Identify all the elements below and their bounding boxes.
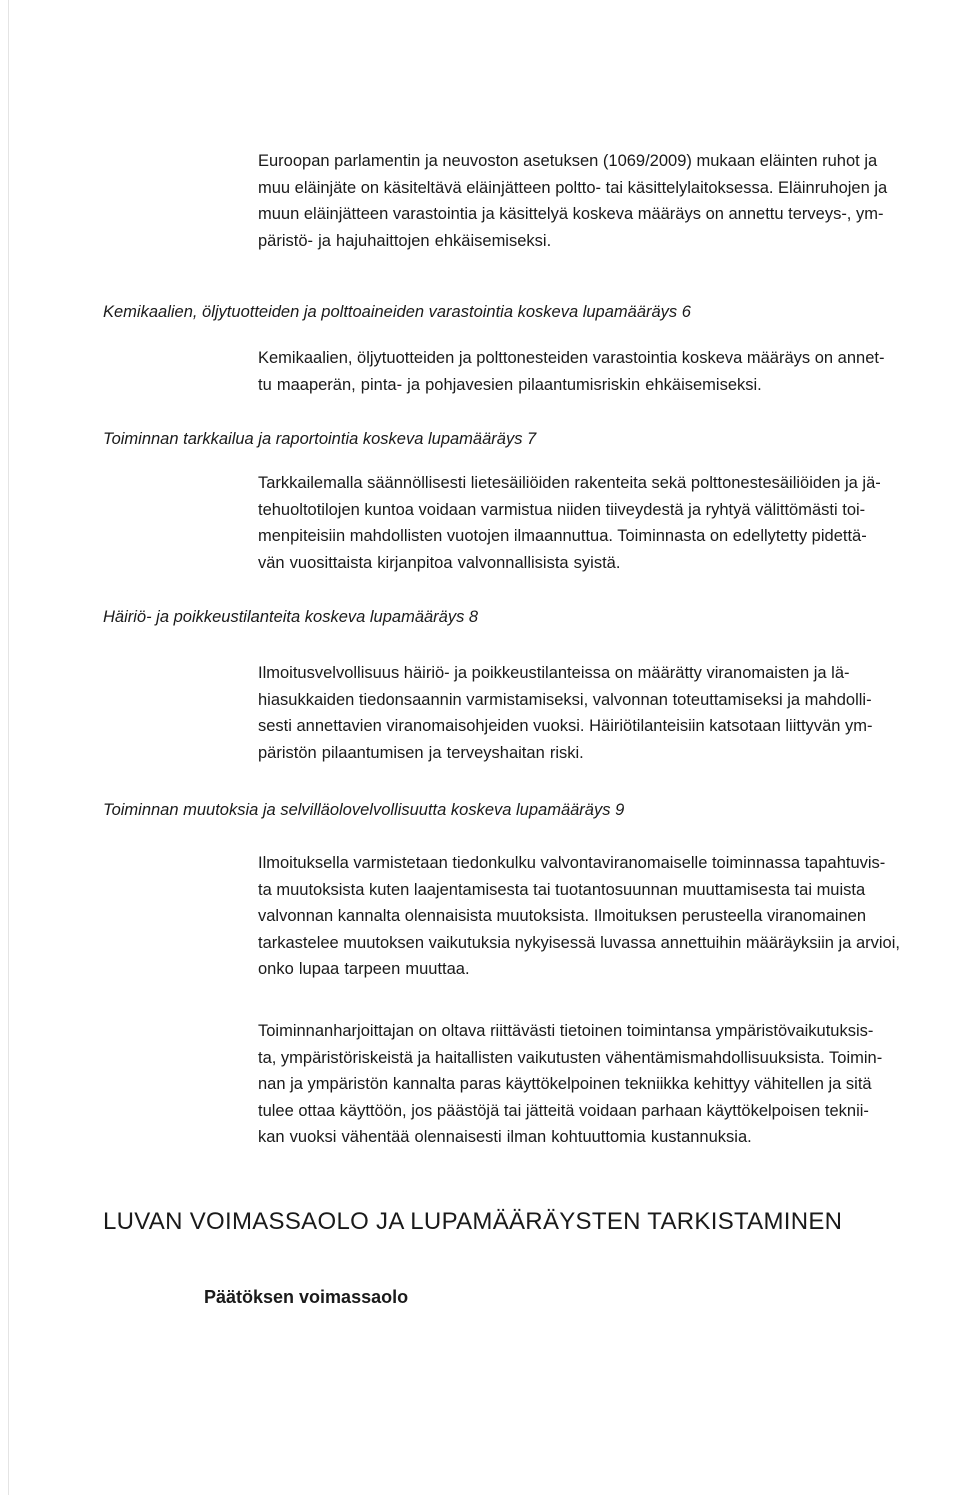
intro-paragraph	[258, 148, 958, 254]
text-line: tarkastelee muutoksen vaikutuksia nykyisessä luvassa annettuihin määräyksiin ja arvioi,	[258, 933, 900, 952]
scan-edge-line	[8, 0, 9, 1495]
text-line: päristö- ja hajuhaittojen ehkäisemiseksi.	[258, 231, 552, 250]
text-line: hiasukkaiden tiedonsaannin varmistamiseksi, valvonnan toteuttamiseksi ja mahdolli-	[258, 690, 872, 709]
text-line: tu maaperän, pinta- ja pohjavesien pilaantumisriskin ehkäisemiseksi.	[258, 375, 762, 394]
text-line: muun eläinjätteen varastointia ja käsittelyä koskeva määräys on annettu terveys-, ym-	[258, 205, 884, 223]
text-line: Ilmoitusvelvollisuus häiriö- ja poikkeustilanteissa on määrätty viranomaisten ja lä-	[258, 664, 850, 682]
text-line: vän vuosittaista kirjanpitoa valvonnallisista syistä.	[258, 553, 621, 572]
section-paragraph	[258, 1018, 958, 1151]
section-heading-lupamaarays-7: Toiminnan tarkkailua ja raportointia koskeva lupamääräys 7	[103, 430, 537, 448]
text-line: sesti annettavien viranomaisohjeiden vuoksi. Häiriötilanteisiin katsotaan liittyvän ym-	[258, 717, 873, 735]
section-heading-lupamaarays-8: Häiriö- ja poikkeustilanteita koskeva lupamääräys 8	[103, 608, 479, 626]
text-line: kan vuoksi vähentää olennaisesti ilman kohtuuttomia kustannuksia.	[258, 1128, 752, 1146]
text-line: Euroopan parlamentin ja neuvoston asetuksen (1069/2009) mukaan eläinten ruhot ja	[258, 152, 878, 170]
text-line: tulee ottaa käyttöön, jos päästöjä tai jätteitä voidaan parhaan käyttökelpoisen teknii-	[258, 1101, 869, 1120]
text-line: Ilmoituksella varmistetaan tiedonkulku valvontaviranomaiselle toiminnassa tapahtuvis-	[258, 854, 886, 872]
subsection-title: Päätöksen voimassaolo	[204, 1287, 409, 1307]
text-line: onko lupaa tarpeen muuttaa.	[258, 960, 470, 978]
text-line: muu eläinjäte on käsiteltävä eläinjätteen poltto- tai käsittelylaitoksessa. Eläinruhojen ja	[258, 178, 888, 197]
text-line: Kemikaalien, öljytuotteiden ja polttonesteiden varastointia koskeva määräys on annet-	[258, 349, 885, 367]
section-paragraph	[258, 345, 958, 398]
text-line: päristön pilaantumisen ja terveyshaitan riski.	[258, 743, 584, 762]
section-heading-lupamaarays-6: Kemikaalien, öljytuotteiden ja polttoaineiden varastointia koskeva lupamääräys 6	[103, 303, 691, 321]
text-line: Tarkkailemalla säännöllisesti lietesäiliöiden rakenteita sekä polttonestesäiliöiden ja jä-	[258, 474, 881, 492]
chapter-title: LUVAN VOIMASSAOLO JA LUPAMÄÄRÄYSTEN TARKISTAMINEN	[103, 1208, 843, 1235]
text-line: ta muutoksista kuten laajentamisesta tai tuotantosuunnan muuttamisesta tai muista	[258, 880, 866, 899]
section-paragraph	[258, 850, 958, 983]
section-paragraph	[258, 660, 958, 766]
text-line: valvonnan kannalta olennaisista muutoksista. Ilmoituksen perusteella viranomainen	[258, 907, 867, 925]
text-line: nan ja ympäristön kannalta paras käyttökelpoinen tekniikka kehittyy vähitellen ja sitä	[258, 1075, 872, 1093]
text-line: Toiminnanharjoittajan on oltava riittävästi tietoinen toimintansa ympäristövaikutuksis-	[258, 1022, 874, 1040]
text-line: ta, ympäristöriskeistä ja haitallisten vaikutusten vähentämismahdollisuuksista. Toimin-	[258, 1048, 883, 1067]
section-paragraph	[258, 470, 958, 576]
text-line: tehuoltotilojen kuntoa voidaan varmistua niiden tiiveydestä ja ryhtyä välittömästi toi-	[258, 500, 866, 519]
section-heading-lupamaarays-9: Toiminnan muutoksia ja selvilläolovelvollisuutta koskeva lupamääräys 9	[103, 801, 625, 819]
text-line: menpiteisiin mahdollisten vuotojen ilmaannuttua. Toiminnasta on edellytetty pidettä-	[258, 527, 867, 545]
